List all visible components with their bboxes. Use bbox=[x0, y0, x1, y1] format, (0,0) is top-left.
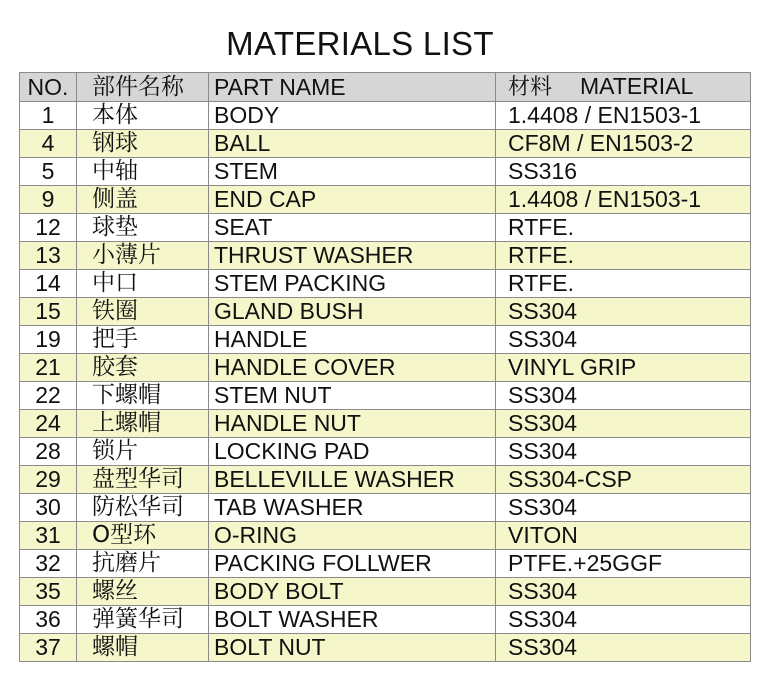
cell-part-name: GLAND BUSH bbox=[209, 298, 496, 326]
cell-part-name: STEM PACKING bbox=[209, 270, 496, 298]
cell-name-cn: 盘型华司 bbox=[77, 466, 209, 494]
table-row bbox=[20, 578, 751, 606]
cell-material: RTFE. bbox=[496, 242, 751, 270]
cell-part-name: HANDLE bbox=[209, 326, 496, 354]
cell-no: 5 bbox=[20, 158, 77, 186]
cell-part-name: HANDLE NUT bbox=[209, 410, 496, 438]
cell-material: SS304 bbox=[496, 438, 751, 466]
cell-no: 29 bbox=[20, 466, 77, 494]
cell-name-cn: 铁圈 bbox=[77, 298, 209, 326]
cell-part-name: BALL bbox=[209, 130, 496, 158]
cell-no: 13 bbox=[20, 242, 77, 270]
cell-name-cn: 钢球 bbox=[77, 130, 209, 158]
cell-name-cn: 螺丝 bbox=[77, 578, 209, 606]
cell-part-name: BELLEVILLE WASHER bbox=[209, 466, 496, 494]
cell-part-name: O-RING bbox=[209, 522, 496, 550]
table-row bbox=[20, 298, 751, 326]
cell-no: 9 bbox=[20, 186, 77, 214]
cell-material: VINYL GRIP bbox=[496, 354, 751, 382]
table-row bbox=[20, 522, 751, 550]
cell-name-cn: 抗磨片 bbox=[77, 550, 209, 578]
materials-table bbox=[19, 72, 751, 662]
header-name-cn: 部件名称 bbox=[77, 73, 209, 102]
table-row bbox=[20, 326, 751, 354]
cell-no: 37 bbox=[20, 634, 77, 662]
cell-name-cn: 本体 bbox=[77, 102, 209, 130]
cell-no: 35 bbox=[20, 578, 77, 606]
table-row bbox=[20, 102, 751, 130]
cell-no: 24 bbox=[20, 410, 77, 438]
cell-name-cn: 球垫 bbox=[77, 214, 209, 242]
cell-name-cn: 中口 bbox=[77, 270, 209, 298]
cell-material: SS304 bbox=[496, 326, 751, 354]
cell-name-cn: 把手 bbox=[77, 326, 209, 354]
header-material-en: MATERIAL bbox=[580, 73, 694, 99]
cell-part-name: HANDLE COVER bbox=[209, 354, 496, 382]
table-row bbox=[20, 634, 751, 662]
cell-part-name: TAB WASHER bbox=[209, 494, 496, 522]
cell-part-name: BOLT WASHER bbox=[209, 606, 496, 634]
cell-part-name: LOCKING PAD bbox=[209, 438, 496, 466]
cell-part-name: THRUST WASHER bbox=[209, 242, 496, 270]
cell-no: 22 bbox=[20, 382, 77, 410]
cell-no: 36 bbox=[20, 606, 77, 634]
table-row bbox=[20, 354, 751, 382]
cell-part-name: BODY bbox=[209, 102, 496, 130]
cell-material: SS304 bbox=[496, 382, 751, 410]
cell-name-cn: 中轴 bbox=[77, 158, 209, 186]
cell-material: PTFE.+25GGF bbox=[496, 550, 751, 578]
table-row bbox=[20, 466, 751, 494]
table-row bbox=[20, 270, 751, 298]
cell-name-cn: 螺帽 bbox=[77, 634, 209, 662]
table-body bbox=[20, 102, 751, 662]
cell-no: 21 bbox=[20, 354, 77, 382]
cell-material: RTFE. bbox=[496, 214, 751, 242]
cell-no: 1 bbox=[20, 102, 77, 130]
cell-no: 14 bbox=[20, 270, 77, 298]
cell-part-name: STEM bbox=[209, 158, 496, 186]
table-row bbox=[20, 550, 751, 578]
cell-material: SS304 bbox=[496, 578, 751, 606]
table-row bbox=[20, 158, 751, 186]
cell-material: VITON bbox=[496, 522, 751, 550]
cell-name-cn: 侧盖 bbox=[77, 186, 209, 214]
table-header-row bbox=[20, 73, 751, 102]
cell-name-cn: 下螺帽 bbox=[77, 382, 209, 410]
cell-no: 4 bbox=[20, 130, 77, 158]
cell-name-cn: 上螺帽 bbox=[77, 410, 209, 438]
cell-name-cn: 弹簧华司 bbox=[77, 606, 209, 634]
cell-material: SS316 bbox=[496, 158, 751, 186]
cell-material: SS304 bbox=[496, 298, 751, 326]
header-part-name: PART NAME bbox=[209, 73, 496, 102]
cell-material: SS304 bbox=[496, 410, 751, 438]
table-row bbox=[20, 242, 751, 270]
cell-name-cn: 胶套 bbox=[77, 354, 209, 382]
cell-material: 1.4408 / EN1503-1 bbox=[496, 186, 751, 214]
cell-no: 15 bbox=[20, 298, 77, 326]
cell-name-cn: 锁片 bbox=[77, 438, 209, 466]
cell-material: RTFE. bbox=[496, 270, 751, 298]
cell-no: 12 bbox=[20, 214, 77, 242]
cell-material: 1.4408 / EN1503-1 bbox=[496, 102, 751, 130]
cell-no: 28 bbox=[20, 438, 77, 466]
cell-material: SS304-CSP bbox=[496, 466, 751, 494]
cell-part-name: BODY BOLT bbox=[209, 578, 496, 606]
cell-no: 32 bbox=[20, 550, 77, 578]
header-material-cn: 材料 bbox=[508, 75, 553, 100]
cell-no: 31 bbox=[20, 522, 77, 550]
table-row bbox=[20, 130, 751, 158]
table-row bbox=[20, 438, 751, 466]
cell-part-name: PACKING FOLLWER bbox=[209, 550, 496, 578]
cell-name-cn: 小薄片 bbox=[77, 242, 209, 270]
page-title: MATERIALS LIST bbox=[226, 25, 494, 62]
cell-no: 19 bbox=[20, 326, 77, 354]
table-row bbox=[20, 382, 751, 410]
cell-material: SS304 bbox=[496, 634, 751, 662]
cell-material: SS304 bbox=[496, 606, 751, 634]
table-row bbox=[20, 214, 751, 242]
header-no: NO. bbox=[20, 73, 77, 102]
cell-name-cn: O型环 bbox=[77, 522, 209, 550]
cell-no: 30 bbox=[20, 494, 77, 522]
cell-material: SS304 bbox=[496, 494, 751, 522]
cell-part-name: STEM NUT bbox=[209, 382, 496, 410]
table-row bbox=[20, 186, 751, 214]
cell-part-name: END CAP bbox=[209, 186, 496, 214]
cell-name-cn: 防松华司 bbox=[77, 494, 209, 522]
table-row bbox=[20, 494, 751, 522]
cell-material: CF8M / EN1503-2 bbox=[496, 130, 751, 158]
cell-part-name: BOLT NUT bbox=[209, 634, 496, 662]
header-material bbox=[496, 73, 751, 102]
table-row bbox=[20, 410, 751, 438]
table-row bbox=[20, 606, 751, 634]
cell-part-name: SEAT bbox=[209, 214, 496, 242]
